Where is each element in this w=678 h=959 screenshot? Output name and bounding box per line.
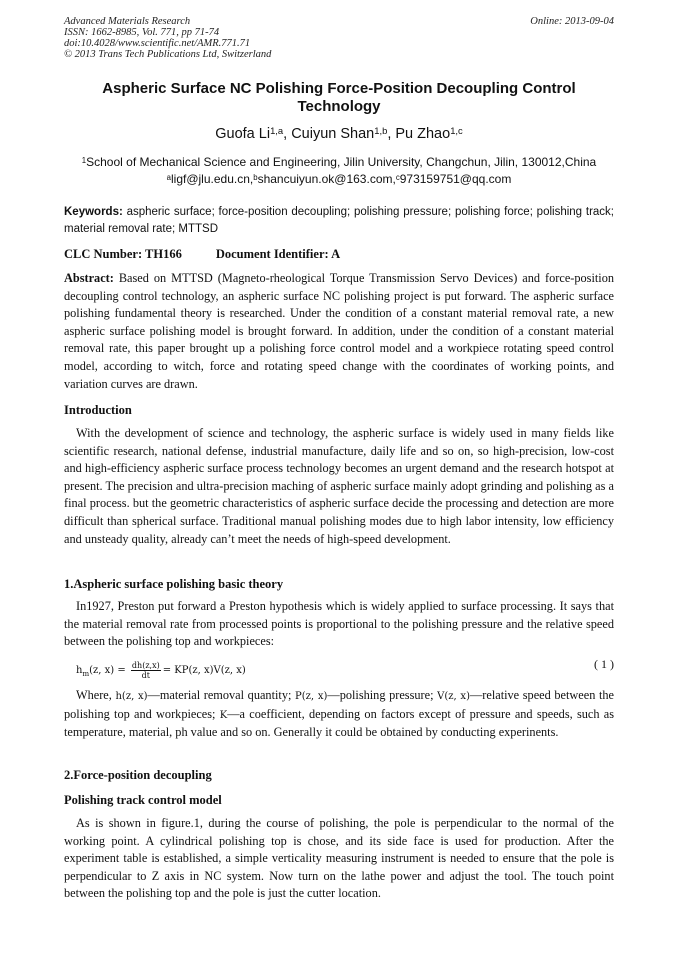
clc-line [64,246,340,262]
symbol-p-desc: —polishing pressure; [327,688,434,702]
keywords [64,204,614,237]
email: ligf@jlu.edu.cn, [170,172,254,186]
journal-header [64,16,271,60]
keywords-label: Keywords: [64,206,123,218]
symbol-v-desc: —relative speed between the polishing top and workpieces; [64,688,615,721]
document-identifier: Document Identifier: A [215,247,341,261]
email: shancuiyun.ok@163.com, [257,172,396,186]
equation-number: ( 1 ) [594,657,614,671]
symbol-h-desc: —material removal quantity; [147,688,292,702]
abstract-text: Based on MTTSD (Magneto-rheological Torque Transmission Servo Devices) and force-position decoupling control technology, an aspheric surface NC polishing project is put forward. The aspheric surface polishing fundamental theory is researched. Under the condition of a constant material removal rate, a new aspheric surface polishing model is brought forward. In addition, under the condition of a constant material removal rate, this paper brought up a polishing force control model and a workpiece rotating speed control model, according to witch, force and rotating speed change with the coordinates of working points, and variation curves are drawn. [64,271,614,391]
author-affil-sup: 1,a [270,125,284,137]
section2-heading: 2.Force-position decoupling [64,768,212,782]
introduction-text: With the development of science and technology, the aspheric surface is widely used in many fields like scientific research, national defense, industrial manufacture, daily life and so on, so high-precision, low-cost and high-efficiency aspheric surface process technology becomes an urgent demand and the research hotspot at present. The precision and ultra-precision maching of aspheric surface mainly adopt grinding and polishing as a final process. but the geometric characteristics of aspheric surface decide the processing and detection are more difficult than spherical surface. Traditional manual polishing modes due to high labor intensity, low efficiency and unsteady quality, already can’t meet the needs of high-speed development. [64,426,614,546]
equation-1 [64,655,614,681]
clc-number: CLC Number: TH166 [64,247,182,261]
online-date: Online: 2013-09-04 [530,16,614,27]
affiliation-text: School of Mechanical Science and Engineering, Jilin University, Changchun, Jilin, 130012,China [86,155,597,169]
symbol-p: P(z, x) [295,691,328,702]
keywords-text: aspheric surface; force-position decoupling; polishing pressure; polishing force; polishing track; material removal rate; MTTSD [64,206,614,235]
author-name: Guofa Li [215,126,271,142]
eq-lhs: h [76,665,83,676]
eq-frac-num: dh(z,x) [131,661,160,670]
introduction-heading: Introduction [64,403,132,417]
symbol-v: V(z, x) [437,691,470,702]
email: 973159751@qq.com [399,172,512,186]
author-affil-sup: 1,c [450,125,463,137]
eq-fraction [131,661,161,680]
email-sup: c [395,172,400,182]
section1-heading: 1.Aspheric surface polishing basic theory [64,577,284,591]
paper-title: Aspheric Surface NC Polishing Force-Position Decoupling Control Technology [102,80,576,115]
symbol-h: h(z, x) [115,691,148,702]
journal-name: Advanced Materials Research [64,16,191,27]
section1-text: In1927, Preston put forward a Preston hypothesis which is widely applied to surface processing. It says that the material removal rate from processed points is proportional to the polishing pressure and the relative speed between the polishing top and workpieces: [64,599,614,649]
eq-rhs: = KP(z, x)V(z, x) [162,665,246,676]
abstract [64,270,614,393]
section2-subheading: Polishing track control model [64,793,222,807]
email-sup: a [166,172,171,182]
where-paragraph [64,687,614,742]
author-name: Cuiyun Shan [291,126,375,142]
section2-text: As is shown in figure.1, during the course of polishing, the pole is perpendicular to the normal of the working point. A cylindrical polishing top is chose, and its side face is used for production. After the experiment table is established, a simple verticality measuring instrument is needed to ensure that the pole is perpendicular to Z axis in NC system. Now turn on the lathe power and adjust the tool. The touch point between the polishing top and the pole is just the cutter location. [64,816,614,901]
eq-lhs-args: (z, x) = [89,665,126,676]
eq-frac-den: dt [141,671,150,680]
author-name: Pu Zhao [395,126,451,142]
eq-lhs-sub: m [82,670,90,678]
symbol-k-desc: —a coefficient, depending on factors except of pressure and speeds, such as temperature, material, ph value and so on. Generally it could be obtained by conducting experinents. [64,706,615,740]
affiliation-block [64,154,614,188]
author-affil-sup: 1,b [374,125,388,137]
copyright: © 2013 Trans Tech Publications Ltd, Switzerland [64,49,272,60]
symbol-k: K [219,709,228,721]
email-sup: b [253,172,258,182]
issn: ISSN: 1662-8985, Vol. 771, pp 71-74 [64,27,220,38]
abstract-label: Abstract: [64,271,114,285]
email-list [64,171,614,188]
author-list: Guofa Li$^{1,a}$, Cuiyun Shan$^{1,b}$, Pu Zhao$^{1,c}$ [215,125,463,142]
where-word: Where, [76,688,112,702]
affiliation-sup: 1 [81,155,87,165]
doi: doi:10.4028/www.scientific.net/AMR.771.71 [64,38,251,49]
